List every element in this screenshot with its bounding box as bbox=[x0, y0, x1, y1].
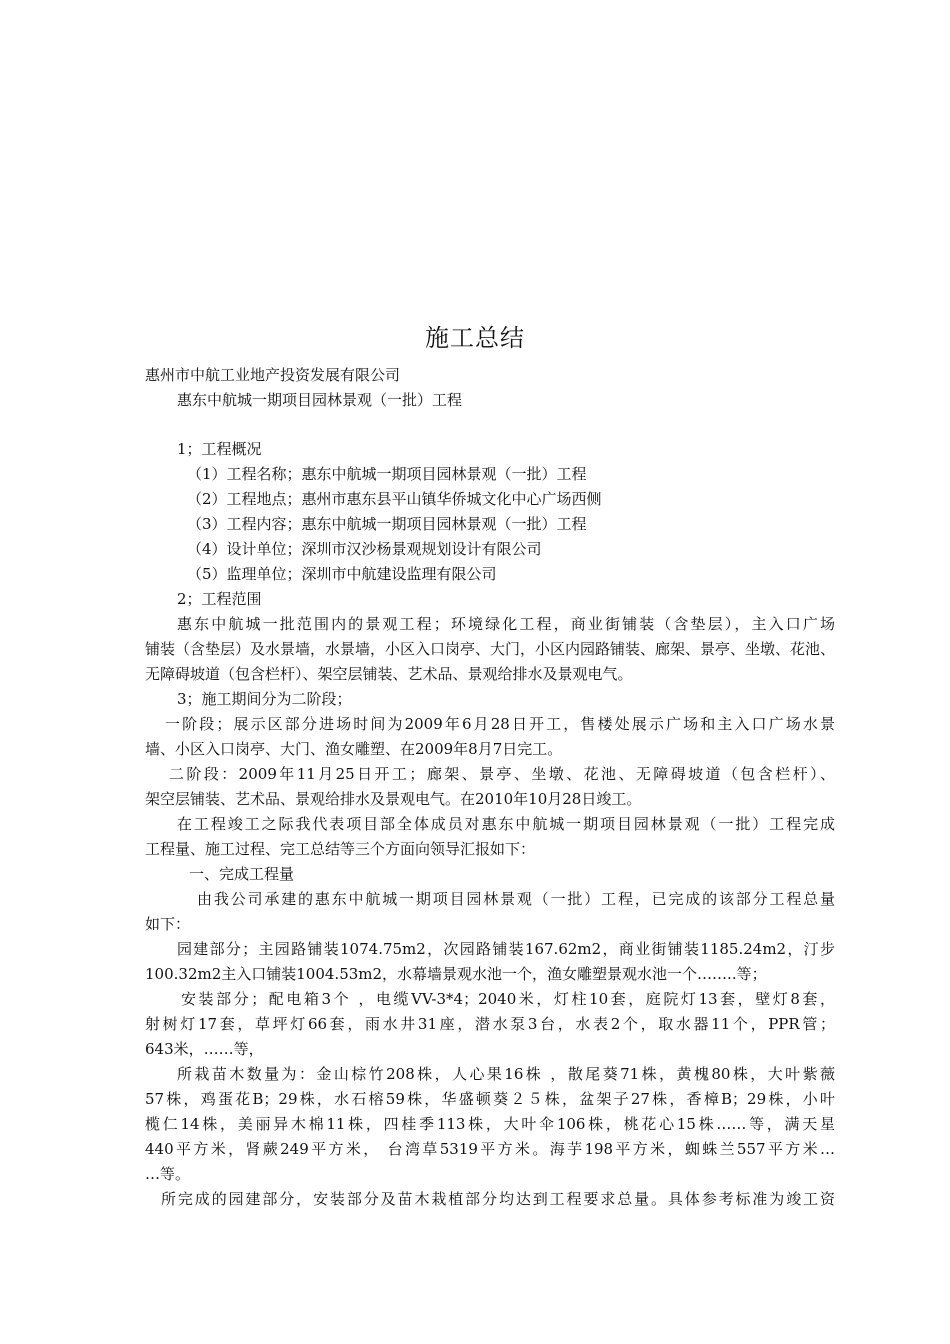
body-line: 在工程竣工之际我代表项目部全体成员对惠东中航城一期项目园林景观（一批）工程完成 bbox=[177, 815, 835, 833]
body-line: 440平方米，肾蕨249平方米， 台湾草5319平方米。海芋198平方米，蜘蛛兰557平方米… bbox=[145, 1140, 835, 1158]
body-line: （3）工程内容；惠东中航城一期项目园林景观（一批）工程 bbox=[187, 515, 587, 533]
body-line: 工程量、施工过程、完工总结等三个方面向领导汇报如下： bbox=[145, 840, 536, 858]
document-title: 施工总结 bbox=[425, 324, 525, 352]
body-line: 3；施工期间分为二阶段； bbox=[177, 690, 352, 708]
body-line: 惠东中航城一批范围内的景观工程；环境绿化工程，商业街铺装（含垫层），主入口广场 bbox=[177, 615, 835, 633]
body-line: 二阶段：2009年11月25日开工；廊架、景亭、坐墩、花池、无障碍坡道（包含栏杆）、 bbox=[169, 765, 835, 783]
document-body bbox=[145, 437, 835, 1212]
body-line: 57株，鸡蛋花B；29株，水石榕59株，华盛顿葵２５株，盆架子27株，香樟B；29株，小叶 bbox=[145, 1090, 835, 1108]
body-line: 榄仁14株，美丽异木棉11株，四桂季113株，大叶伞106株，桃花心15株……等，满天星 bbox=[145, 1115, 835, 1133]
body-line: 如下： bbox=[145, 915, 191, 933]
body-line: （1）工程名称；惠东中航城一期项目园林景观（一批）工程 bbox=[187, 465, 587, 483]
body-line: 2；工程范围 bbox=[177, 590, 262, 608]
body-line: 园建部分；主园路铺装1074.75m2，次园路铺装167.62m2，商业街铺装1185.24m2，汀步 bbox=[177, 940, 835, 958]
body-line: （2）工程地点；惠州市惠东县平山镇华侨城文化中心广场西侧 bbox=[187, 490, 602, 508]
body-line: 由我公司承建的惠东中航城一期项目园林景观（一批）工程，已完成的该部分工程总量 bbox=[197, 890, 835, 908]
body-line: 一阶段；展示区部分进场时间为2009年6月28日开工，售楼处展示广场和主入口广场水景 bbox=[165, 715, 835, 733]
company-line bbox=[145, 363, 835, 413]
project-name: 惠东中航城一期项目园林景观（一批）工程 bbox=[177, 391, 463, 409]
body-line: 所栽苗木数量为：金山棕竹208株，人心果16株 ，散尾葵71株，黄槐80株，大叶紫薇 bbox=[177, 1065, 835, 1083]
body-line: 1；工程概况 bbox=[177, 440, 262, 458]
body-line: 100.32m2主入口铺装1004.53m2，水幕墙景观水池一个，渔女雕塑景观水池一个……..等； bbox=[145, 965, 767, 983]
body-line: 架空层铺装、艺术品、景观给排水及景观电气。在2010年10月28日竣工。 bbox=[145, 790, 642, 808]
body-line: 无障碍坡道（包含栏杆）、架空层铺装、艺术品、景观给排水及景观电气。 bbox=[145, 665, 633, 683]
company-name: 惠州市中航工业地产投资发展有限公司 bbox=[145, 366, 401, 384]
body-line: 一、完成工程量 bbox=[189, 865, 295, 883]
body-line: 安装部分；配电箱3个 ，电缆VV-3*4；2040米，灯柱10套，庭院灯13套，壁灯8套， bbox=[181, 990, 835, 1008]
body-line: 643米，……等， bbox=[145, 1040, 264, 1058]
body-line: 墙、小区入口岗亭、大门、渔女雕塑、在2009年8月7日完工。 bbox=[145, 740, 563, 758]
body-line: 所完成的园建部分，安装部分及苗木栽植部分均达到工程要求总量。具体参考标准为竣工资 bbox=[161, 1190, 835, 1208]
body-line: （4）设计单位；深圳市汉沙杨景观规划设计有限公司 bbox=[187, 540, 542, 558]
body-line: 射树灯17套，草坪灯66套，雨水井31座，潜水泵3台，水表2个，取水器11个，PPR管； bbox=[145, 1015, 835, 1033]
body-line: …等。 bbox=[145, 1165, 191, 1183]
body-line: （5）监理单位；深圳市中航建设监理有限公司 bbox=[187, 565, 497, 583]
body-line: 铺装（含垫层）及水景墙，水景墙，小区入口岗亭、大门，小区内园路铺装、廊架、景亭、坐墩、花池、 bbox=[145, 640, 835, 658]
